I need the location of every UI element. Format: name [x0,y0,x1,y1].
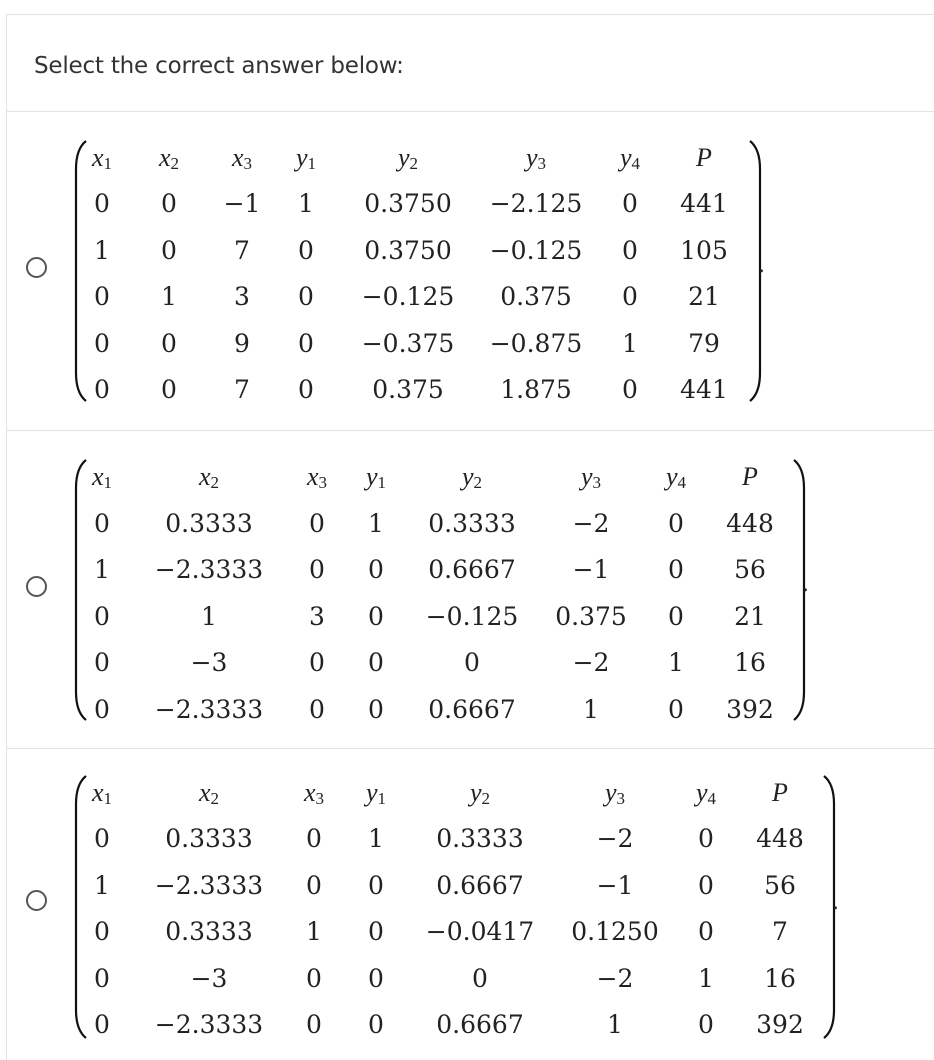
matrix-cell: 0 [368,917,384,947]
matrix-cell: 21 [734,601,766,631]
variable-name: x [91,778,104,807]
matrix-cell: 105 [680,235,728,265]
column-header [526,143,546,173]
variable-name: y [469,778,482,807]
variable-subscript: 1 [103,789,113,808]
matrix-cell: 0 [368,601,384,631]
matrix-cell: 0 [668,555,684,585]
matrix-cell: −2.3333 [154,1010,264,1039]
matrix-cell: 0 [309,555,325,585]
matrix-cell: −0.125 [361,282,455,312]
matrix-cell: 0 [94,328,110,358]
matrix-cell: 0 [368,695,384,724]
matrix-cell: 56 [764,870,796,900]
matrix-cell: 0 [94,601,110,631]
matrix-cell: 0.6667 [436,1010,524,1039]
left-paren [74,458,88,722]
matrix-cell: 1 [306,917,322,947]
variable-subscript: 2 [409,154,419,173]
variable-name: y [604,778,617,807]
matrix-cell: 0.6667 [428,695,516,724]
variable-name: y [619,143,632,172]
matrix-cell: 1 [583,695,599,724]
matrix-cell: 1 [201,601,217,631]
matrix-cell: 1 [94,235,110,265]
column-header [92,462,112,492]
trailing-period: . [758,253,765,278]
variable-name: y [365,462,378,491]
variable-name: y [365,778,378,807]
matrix-cell: 0 [309,695,325,724]
matrix-cell: 0.3333 [436,824,524,854]
matrix-cell: 0 [698,1010,714,1039]
matrix-cell: 0 [668,695,684,724]
column-header [199,778,219,808]
matrix-cell: 441 [680,189,728,219]
column-header [470,778,490,808]
matrix-cell: −0.125 [425,601,519,631]
matrix-cell: 3 [234,282,250,312]
matrix-cell: 0.375 [372,375,444,404]
matrix-cell: 0 [94,1010,110,1039]
matrix-cell: 0 [698,917,714,947]
matrix-cell: 0 [298,328,314,358]
column-header [232,143,252,173]
matrix-cell: 1 [161,282,177,312]
variable-name: x [91,462,104,491]
matrix-cell: 0.1250 [571,917,659,947]
variable-subscript: 4 [707,789,717,808]
matrix-cell: 0 [161,375,177,404]
variable-subscript: 3 [616,789,626,808]
matrix-cell: 0.375 [555,601,627,631]
matrix-cell: 0 [306,870,322,900]
matrix-cell: 0 [161,328,177,358]
radio-button[interactable] [26,890,47,911]
column-header [462,462,482,492]
variable-name: x [306,462,319,491]
variable-subscript: 1 [103,473,113,492]
variable-subscript: 2 [210,789,220,808]
variable-name: x [303,778,316,807]
variable-name: y [461,462,474,491]
matrix-cell: 0 [622,282,638,312]
matrix-cell: 392 [726,695,774,724]
column-header [696,778,716,808]
column-header [92,778,112,808]
column-header [666,462,686,492]
column-header [398,143,418,173]
matrix-cell: 0 [698,870,714,900]
matrix-cell: 0.3333 [165,824,253,854]
answer-option-3[interactable] [6,748,934,1060]
column-header [304,778,324,808]
variable-subscript: 3 [318,473,328,492]
matrix-cell: −2 [572,648,610,678]
matrix-cell: −2.125 [489,189,583,219]
matrix-cell: 3 [309,601,325,631]
matrix-cell: 0 [94,508,110,538]
matrix-cell: −2 [572,508,610,538]
variable-subscript: 4 [677,473,687,492]
variable-name: P [696,143,712,172]
column-header [159,143,179,173]
matrix-cell: 7 [234,375,250,404]
matrix-cell: 0 [622,235,638,265]
matrix-cell: 7 [772,917,788,947]
matrix-cell: 0 [698,824,714,854]
matrix-cell: 441 [680,375,728,404]
column-header [772,778,788,808]
matrix-cell: 1 [94,555,110,585]
matrix-cell: −0.875 [489,328,583,358]
variable-subscript: 2 [170,154,180,173]
matrix-cell: 16 [734,648,766,678]
variable-name: x [158,143,171,172]
matrix-cell: −2.3333 [154,555,264,585]
trailing-period: . [832,890,839,915]
matrix-cell: 0 [298,375,314,404]
column-header [366,778,386,808]
column-header [92,143,112,173]
matrix-cell: 448 [726,508,774,538]
matrix-cell: 0 [94,189,110,219]
matrix-cell: 0 [668,601,684,631]
matrix-cell: −0.125 [489,235,583,265]
matrix-cell: 0 [368,1010,384,1039]
matrix-cell: −0.0417 [425,917,535,947]
matrix-cell: 0.3333 [428,508,516,538]
matrix-cell: 9 [234,328,250,358]
variable-name: y [695,778,708,807]
matrix-cell: 392 [756,1010,804,1039]
matrix-cell: 0 [368,648,384,678]
matrix-cell: −3 [190,648,228,678]
matrix-cell: 0 [622,189,638,219]
matrix-cell: 1 [368,508,384,538]
matrix-cell: −1 [572,555,610,585]
matrix-cell: 1 [622,328,638,358]
column-header [366,462,386,492]
variable-name: y [525,143,538,172]
column-header [696,143,712,173]
column-header [199,462,219,492]
matrix-cell: 0 [94,375,110,404]
matrix-cell: 0 [622,375,638,404]
matrix-cell: −2.3333 [154,695,264,724]
question-prompt: Select the correct answer below: [34,53,404,79]
variable-subscript: 4 [631,154,641,173]
matrix-cell: −1 [596,870,634,900]
matrix-cell: 0 [298,282,314,312]
radio-button[interactable] [26,257,47,278]
column-header [581,462,601,492]
variable-subscript: 2 [210,473,220,492]
matrix-cell: 0.6667 [428,555,516,585]
matrix-cell: −2.3333 [154,870,264,900]
matrix-cell: 1 [298,189,314,219]
column-header [307,462,327,492]
answer-option-1[interactable] [6,111,934,430]
matrix-cell: 1 [368,824,384,854]
matrix-cell: 1 [94,870,110,900]
matrix-cell: 1 [698,963,714,993]
matrix-cell: 16 [764,963,796,993]
variable-subscript: 1 [377,789,387,808]
matrix-cell: 0 [94,824,110,854]
variable-subscript: 3 [243,154,253,173]
column-header [296,143,316,173]
matrix-cell: 0 [298,235,314,265]
matrix-cell: 0 [306,824,322,854]
matrix-cell: 0.375 [500,282,572,312]
variable-name: y [665,462,678,491]
matrix-cell: 0 [368,963,384,993]
variable-subscript: 3 [592,473,602,492]
variable-subscript: 3 [315,789,325,808]
matrix-cell: 448 [756,824,804,854]
matrix-cell: 0.6667 [436,870,524,900]
variable-name: x [91,143,104,172]
variable-name: x [198,462,211,491]
column-header [620,143,640,173]
column-header [605,778,625,808]
matrix-cell: 0 [306,963,322,993]
matrix-cell: 1 [607,1010,623,1039]
matrix-cell: 0 [161,235,177,265]
variable-subscript: 1 [103,154,113,173]
variable-name: P [772,778,788,807]
matrix-cell: 0 [94,282,110,312]
matrix-cell: 0 [668,508,684,538]
variable-subscript: 2 [481,789,491,808]
variable-name: x [231,143,244,172]
radio-button[interactable] [26,576,47,597]
matrix-cell: 0.3750 [364,189,452,219]
variable-name: y [397,143,410,172]
variable-subscript: 1 [377,473,387,492]
variable-name: x [198,778,211,807]
matrix-cell: −0.375 [361,328,455,358]
variable-subscript: 2 [473,473,483,492]
variable-subscript: 3 [537,154,547,173]
matrix-cell: 0 [94,917,110,947]
matrix-cell: 0 [94,648,110,678]
matrix-cell: −3 [190,963,228,993]
matrix-cell: 0 [94,963,110,993]
matrix-cell: 0 [472,963,488,993]
variable-subscript: 1 [307,154,317,173]
matrix-cell: 0 [309,508,325,538]
matrix-cell: 0 [309,648,325,678]
matrix-cell: 0 [94,695,110,724]
variable-name: y [295,143,308,172]
matrix-cell: 1 [668,648,684,678]
matrix-cell: 0 [306,1010,322,1039]
matrix-cell: 21 [688,282,720,312]
variable-name: P [742,462,758,491]
matrix-cell: 0 [464,648,480,678]
trailing-period: . [802,572,809,597]
matrix-cell: 0.3750 [364,235,452,265]
left-paren [74,139,88,403]
matrix-cell: −1 [223,189,261,219]
matrix-cell: −2 [596,824,634,854]
column-header [742,462,758,492]
matrix-cell: 1.875 [500,375,572,404]
variable-name: y [580,462,593,491]
left-paren [74,774,88,1040]
matrix-cell: 7 [234,235,250,265]
matrix-cell: 56 [734,555,766,585]
matrix-cell: 79 [688,328,720,358]
answer-option-2[interactable] [6,430,934,748]
matrix-cell: 0.3333 [165,917,253,947]
matrix-cell: 0 [368,870,384,900]
matrix-cell: −2 [596,963,634,993]
matrix-cell: 0 [368,555,384,585]
matrix-cell: 0.3333 [165,508,253,538]
matrix-cell: 0 [161,189,177,219]
